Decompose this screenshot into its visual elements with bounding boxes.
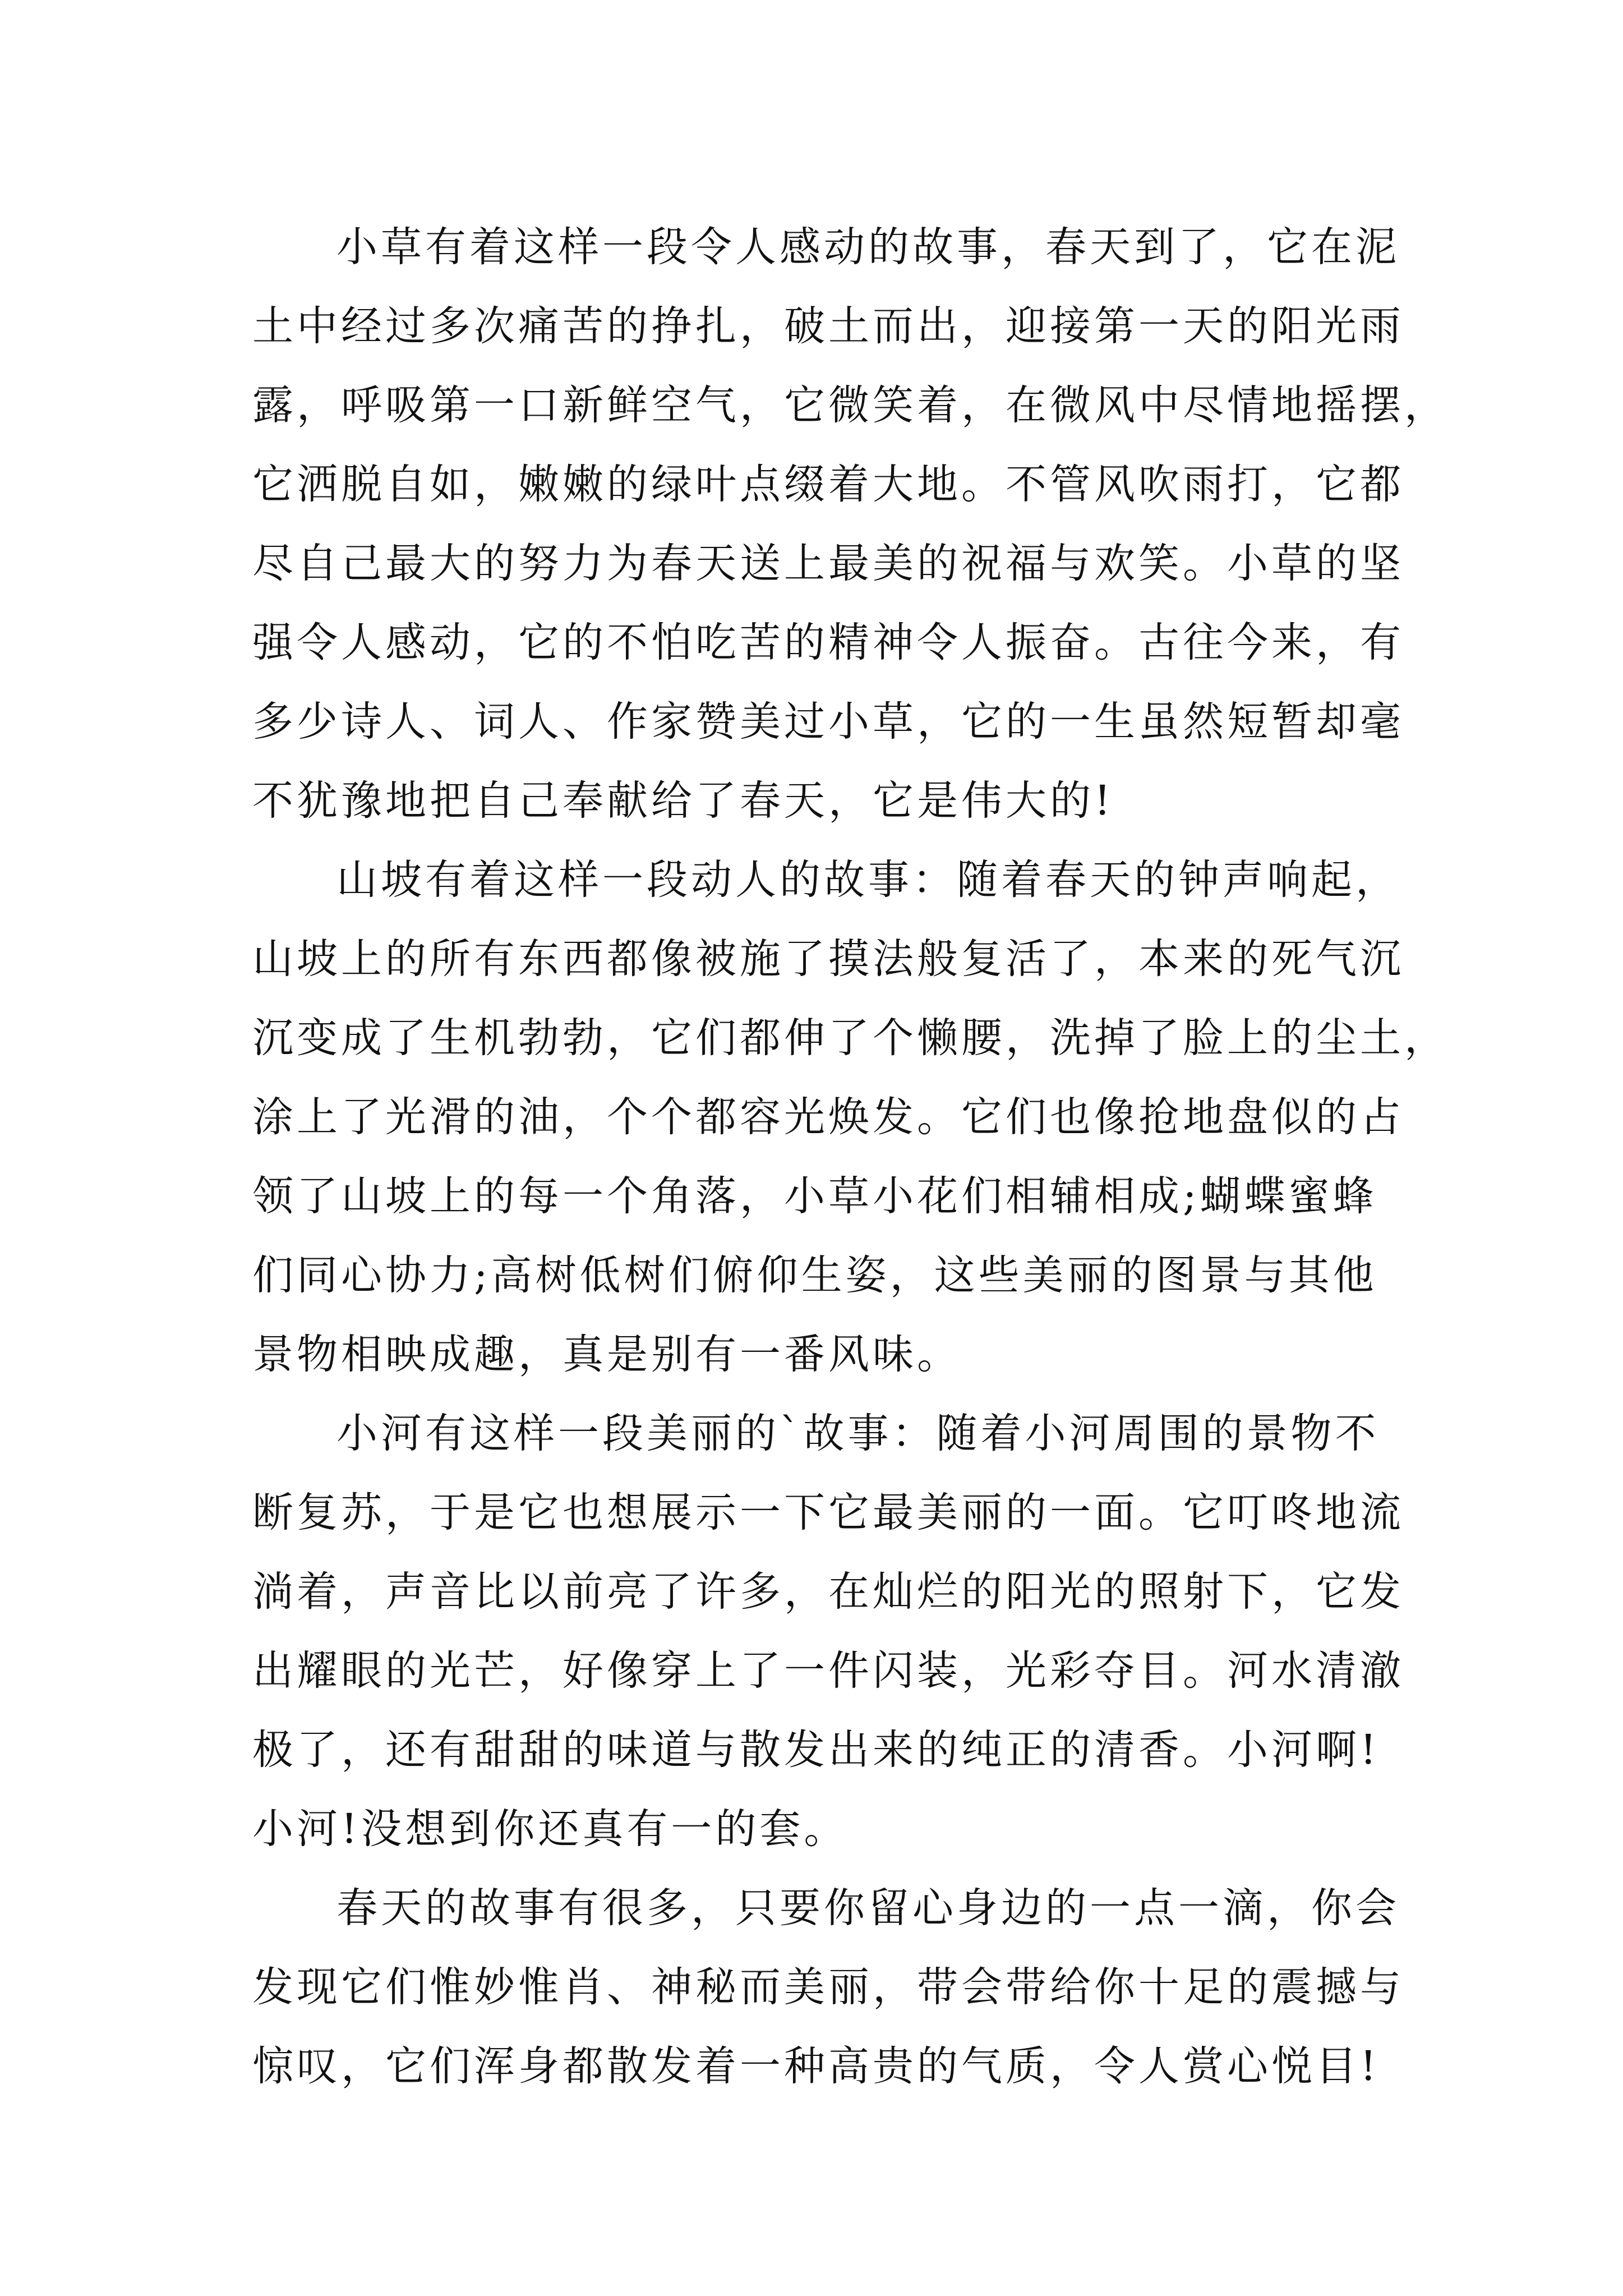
- text-line: 露，呼吸第一口新鲜空气，它微笑着，在微风中尽情地摇摆，: [252, 381, 1449, 429]
- paragraph-conclusion: [252, 1869, 1404, 2106]
- text-line: 们同心协力;高树低树们俯仰生姿，这些美丽的图景与其他: [252, 1251, 1377, 1299]
- text-line: 断复苏，于是它也想展示一下它最美丽的一面。它叮咚地流: [252, 1489, 1404, 1536]
- text-line: 出耀眼的光芒，好像穿上了一件闪装，光彩夺目。河水清澈: [252, 1647, 1404, 1695]
- text-line: 惊叹，它们浑身都散发着一种高贵的气质，令人赏心悦目!: [252, 2042, 1380, 2090]
- text-line: 极了，还有甜甜的味道与散发出来的纯正的清香。小河啊!: [252, 1726, 1380, 1774]
- text-line: 土中经过多次痛苦的挣扎，破土而出，迎接第一天的阳光雨: [252, 302, 1404, 350]
- text-line: 尽自己最大的努力为春天送上最美的祝福与欢笑。小草的坚: [252, 540, 1404, 587]
- text-line: 春天的故事有很多，只要你留心身边的一点一滴，你会: [336, 1884, 1400, 1932]
- text-line: 不犹豫地把自己奉献给了春天，它是伟大的!: [252, 777, 1114, 825]
- text-line: 小草有着这样一段令人感动的故事，春天到了，它在泥: [336, 223, 1400, 271]
- paragraph-grass: [252, 208, 1449, 840]
- text-line: 涂上了光滑的油，个个都容光焕发。它们也像抢地盘似的占: [252, 1093, 1404, 1141]
- text-line: 多少诗人、词人、作家赞美过小草，它的一生虽然短暂却毫: [252, 698, 1404, 746]
- text-line: 景物相映成趣，真是别有一番风味。: [252, 1331, 961, 1378]
- paragraph-river: [252, 1394, 1404, 1869]
- text-line: 小河!没想到你还真有一的套。: [252, 1805, 849, 1853]
- text-line: 小河有这样一段美丽的`故事：随着小河周围的景物不: [336, 1410, 1380, 1457]
- text-line: 山坡有着这样一段动人的故事：随着春天的钟声响起，: [336, 856, 1400, 904]
- text-line: 发现它们惟妙惟肖、神秘而美丽，带会带给你十足的震撼与: [252, 1963, 1404, 2011]
- text-line: 它洒脱自如，嫩嫩的绿叶点缀着大地。不管风吹雨打，它都: [252, 461, 1404, 508]
- text-line: 淌着，声音比以前亮了许多，在灿烂的阳光的照射下，它发: [252, 1568, 1404, 1616]
- text-line: 强令人感动，它的不怕吃苦的精神令人振奋。古往今来，有: [252, 619, 1404, 666]
- text-line: 沉变成了生机勃勃，它们都伸了个懒腰，洗掉了脸上的尘土，: [252, 1014, 1449, 1062]
- text-line: 领了山坡上的每一个角落，小草小花们相辅相成;蝴蝶蜜蜂: [252, 1172, 1377, 1220]
- document-body: [252, 208, 1449, 2106]
- text-line: 山坡上的所有东西都像被施了摸法般复活了，本来的死气沉: [252, 935, 1404, 983]
- paragraph-hillside: [252, 840, 1449, 1394]
